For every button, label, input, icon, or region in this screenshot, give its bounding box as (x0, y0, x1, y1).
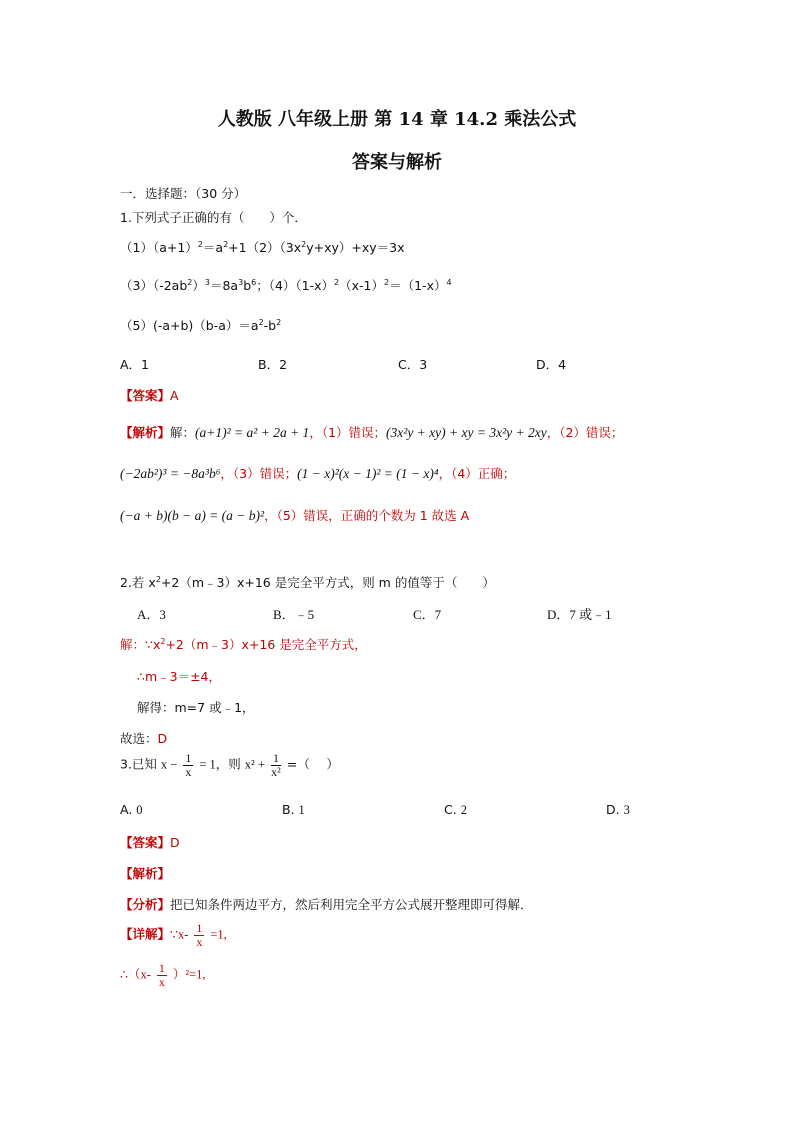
q3-xiangjie-line1: 【详解】∵x- $\frac{1}{x}$ =1, (120, 921, 227, 949)
q1-items-line2: $(3)(-2ab^2)^3=8a^3b^6$；$(4)(1-x)^2(x-1)^2=(1-x)^4$ (120, 277, 452, 293)
q1-analysis-line3: (−a + b)(b − a) = (a − b)²，（5）错误，正确的个数为 1 故选 A (120, 508, 470, 523)
page-title: 人教版 八年级上册 第 14 章 14.2 乘法公式 (217, 109, 577, 130)
q2-option-b: B．﹣5 (273, 607, 315, 622)
q2-stem: 2.若 $x^2+2(m﹣3)x+16$ 是完全平方式，则 m 的值等于（ ） (120, 574, 495, 590)
q1-option-a: A．1 (120, 357, 150, 372)
q1-analysis-line1: 【解析】解：(a+1)² = a² + 2a + 1，（1）错误；(3x²y + xy) + xy = 3x²y + 2xy，（2）错误； (120, 425, 624, 440)
q2-option-c: C．7 (413, 607, 442, 622)
q2-option-d: D．7 或﹣1 (547, 607, 612, 622)
q1-analysis-line2: (−2ab²)³ = −8a³b⁶，（3）错误；(1 − x)²(x − 1)² = (1 − x)⁴，（4）正确； (120, 466, 516, 481)
q3-option-b: B. 1 (282, 802, 305, 817)
q2-step2: 解得：m=7 或﹣1， (137, 700, 255, 715)
q1-items-line3: $(5)(-a+b)(b-a)=a^2-b^2$ (120, 317, 282, 333)
q2-step1: ∴m﹣3＝±4， (137, 669, 222, 684)
q1-stem: 1.下列式子正确的有（ ）个． (120, 210, 307, 225)
q3-analysis-label: 【解析】 (120, 866, 171, 881)
q2-solution: 解：$\because x^2+2(m﹣3)x+16$ 是完全平方式， (120, 636, 367, 652)
page-subtitle: 答案与解析 (352, 152, 442, 173)
q2-option-a: A．3 (137, 607, 166, 622)
q3-fenxi: 【分析】把已知条件两边平方，然后利用完全平方公式展开整理即可得解． (120, 897, 533, 912)
q3-option-a: A. 0 (120, 802, 143, 817)
q3-stem: 3.已知 x − $\frac{1}{x}$ = 1，则 x² + $\frac{1}{\text{x²}}$ =（ ） (120, 751, 339, 779)
q1-option-b: B．2 (258, 357, 288, 372)
q1-answer: 【答案】A (120, 388, 179, 403)
q3-answer: 【答案】D (120, 835, 180, 850)
q1-option-c: C．3 (398, 357, 428, 372)
q2-choice: 故选：D (120, 731, 168, 746)
q3-xiangjie-line2: ∴（x- $\frac{1}{x}$ ）²=1, (120, 961, 206, 989)
q1-option-d: D．4 (536, 357, 567, 372)
section-heading: 一．选择题：（30 分） (120, 186, 247, 201)
q3-option-d: D. 3 (606, 802, 630, 817)
q3-option-c: C. 2 (444, 802, 467, 817)
q1-items-line1: $(1)(a+1)^2=a^2+1(2)(3x^2y+xy)+xy=3x$ (120, 239, 405, 255)
